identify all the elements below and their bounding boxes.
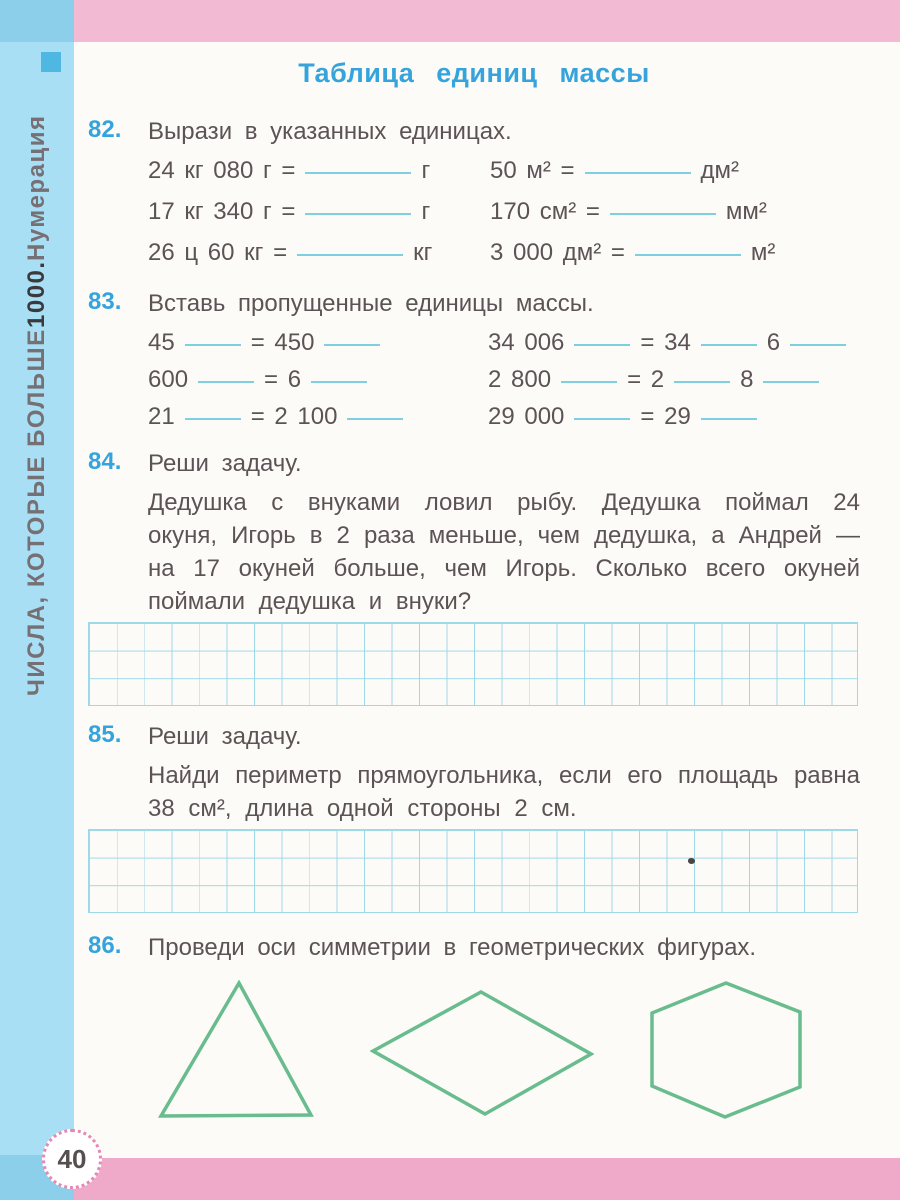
answer-blank[interactable] [574,414,630,420]
task-85 [88,720,900,825]
answer-blank[interactable] [305,209,411,215]
units-row [148,400,488,437]
page-number: 40 [57,1143,87,1174]
page-title: Таблица единиц массы [298,58,650,88]
sidebar [0,0,74,1200]
units-row [148,326,488,363]
answer-blank[interactable] [701,414,757,420]
expression-text: мм² [725,198,767,225]
expression-text: 6 [766,329,781,356]
task-82-instruction: Вырази в указанных единицах. [148,118,512,145]
chapter-title-part1: ЧИСЛА, КОТОРЫЕ БОЛЬШЕ [23,328,50,696]
answer-blank[interactable] [790,340,846,346]
task-82-number: 82. [88,116,122,143]
expression-text: 45 [148,329,175,356]
expression-text: кг [413,239,433,266]
expression-text: 50 м² = [490,157,575,184]
answer-blank[interactable] [763,377,819,383]
page-content [74,42,900,1158]
chapter-title-vertical [0,80,74,730]
conversion-row [148,236,490,277]
task-85-number: 85. [88,721,122,748]
answer-blank[interactable] [311,377,367,383]
hexagon-shape[interactable] [649,980,805,1120]
task-86 [88,931,900,964]
expression-text: = 34 [640,329,691,356]
answer-blank[interactable] [185,414,241,420]
expression-text: г [421,198,431,225]
rhombus-shape[interactable] [370,989,594,1117]
bottom-pink-band [74,1158,900,1200]
expression-text: г [421,157,431,184]
expression-text: 29 000 [488,403,565,430]
conversion-row [148,195,490,236]
answer-blank[interactable] [198,377,254,383]
task-84-text: Дедушка с внуками ловил рыбу. Дедушка поймал 24 окуня, Игорь в 2 раза меньше, чем дедушка, а Андрей — на 17 окуней больше, чем Игорь. Сколько всего окуней поймали дедушка и внуки? [148,489,860,615]
answer-grid-1[interactable] [88,622,858,706]
expression-text: 2 800 [488,366,552,393]
task-83 [88,287,900,437]
units-row [488,363,900,400]
expression-text: 3 000 дм² = [490,239,625,266]
expression-text: = 6 [264,366,302,393]
expression-text: = 2 100 [250,403,338,430]
task-86-instruction: Проведи оси симметрии в геометрических фигурах. [148,934,757,961]
task-82 [88,115,900,277]
expression-text: 170 см² = [490,198,600,225]
answer-blank[interactable] [324,340,380,346]
expression-text: = 450 [250,329,315,356]
answer-blank[interactable] [297,250,403,256]
units-row [488,400,900,437]
answer-blank[interactable] [701,340,757,346]
symmetry-shapes [158,980,900,1120]
answer-blank[interactable] [185,340,241,346]
task-85-instruction: Реши задачу. [148,723,302,750]
conversion-row [490,154,900,195]
units-row [488,326,900,363]
expression-text: м² [750,239,776,266]
units-row [148,363,488,400]
chapter-title-part2: 1000. [23,260,50,329]
expression-text: 34 006 [488,329,565,356]
expression-text: дм² [700,157,740,184]
sidebar-accent-square [41,52,61,72]
answer-blank[interactable] [585,168,691,174]
task-83-number: 83. [88,288,122,315]
expression-text: = 29 [640,403,691,430]
answer-grid-2[interactable] [88,829,858,913]
conversion-row [490,195,900,236]
task-84 [88,447,900,618]
task-85-text: Найди периметр прямоугольника, если его площадь равна 38 см², длина одной стороны 2 см. [148,762,860,822]
expression-text: 24 кг 080 г = [148,157,296,184]
task-84-number: 84. [88,448,122,475]
conversion-row [490,236,900,277]
scan-artifact-dot [688,858,695,864]
answer-blank[interactable] [635,250,741,256]
answer-blank[interactable] [347,414,403,420]
task-84-instruction: Реши задачу. [148,450,302,477]
conversion-row [148,154,490,195]
expression-text: 600 [148,366,189,393]
expression-text: 21 [148,403,175,430]
expression-text: = 2 [627,366,665,393]
task-86-number: 86. [88,932,122,959]
answer-blank[interactable] [610,209,716,215]
top-pink-band [74,0,900,42]
expression-text: 8 [740,366,754,393]
answer-blank[interactable] [674,377,730,383]
answer-blank[interactable] [574,340,630,346]
answer-blank[interactable] [561,377,617,383]
expression-text: 17 кг 340 г = [148,198,296,225]
triangle-shape[interactable] [158,980,314,1120]
task-83-instruction: Вставь пропущенные единицы массы. [148,290,594,317]
chapter-title-part3: Нумерация [23,114,50,261]
sidebar-top-block [0,0,74,42]
answer-blank[interactable] [305,168,411,174]
expression-text: 26 ц 60 кг = [148,239,288,266]
